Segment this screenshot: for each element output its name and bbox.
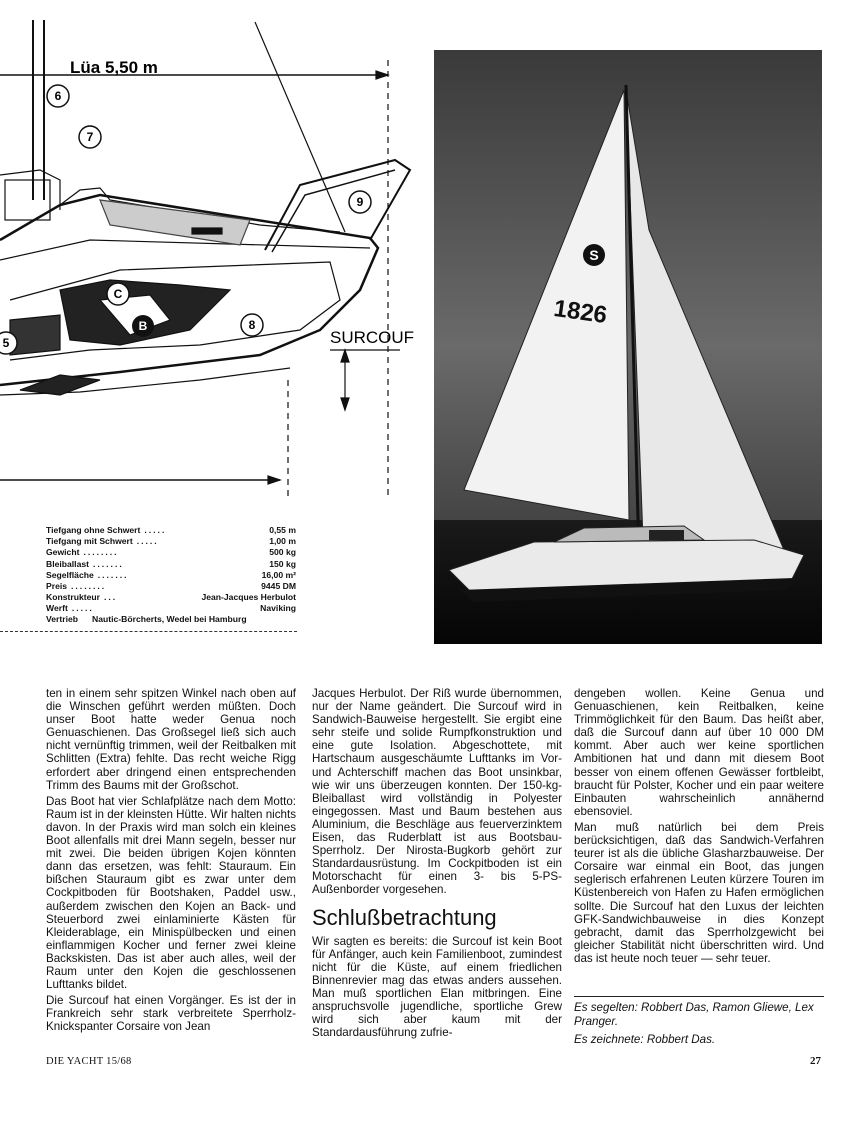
- spec-dots: .....: [71, 603, 94, 614]
- callout-5-label: 5: [2, 336, 10, 350]
- spec-value: Jean-Jacques Herbulot: [201, 592, 296, 603]
- spec-row: [46, 570, 296, 581]
- length-label: Lüa 5,50 m: [70, 58, 158, 77]
- spec-label-text: Werft: [46, 603, 68, 614]
- spec-value: 500 kg: [269, 547, 296, 558]
- spec-label-text: Gewicht: [46, 547, 80, 558]
- paragraph: Man muß natürlich bei dem Preis berücksichtigen, daß das Sandwich-Verfahren teurer ist als die übliche Glasharzbauweise. Der Corsaire war einmal ein Boot, das jungen seglerisch erfahrenen Leuten kürzere Touren im Küstenbereich von Hafen zu Hafen ermöglichen sollte. Die Surcouf hat den Luxus der leichten GFK-Sandwichbauweise in dies Konzept gebracht, damit das Sperrholzgewicht bei gleicher Stabilität nicht überschritten wird. Und das ist heute noch teuer — sehr teuer.: [574, 820, 824, 965]
- spec-label: [46, 525, 166, 536]
- credits: [574, 1001, 824, 1051]
- magazine-footer: DIE YACHT 15/68: [46, 1056, 132, 1067]
- callout-9: [349, 191, 371, 213]
- spec-label-text: Tiefgang ohne Schwert: [46, 525, 141, 535]
- spec-value: 0,55 m: [269, 525, 296, 535]
- paragraph: ten in einem sehr spitzen Winkel nach oben auf die Winschen geführt werden müßten. Doch unser Boot hatte weder Genua noch Genuaschienen. Das Großsegel ließ sich auch nicht vernünftig trimmen, weil der Reitbalken mit Schlitten (Extra) fehlte. Das recht weiche Rigg erfordert aber dringend einen entsprechenden Trimm des Baums mit der Großschot.: [46, 687, 296, 792]
- spec-dots: ...: [103, 592, 118, 603]
- spec-dots: ........: [83, 547, 119, 558]
- boat-name-label: SURCOUF: [330, 328, 415, 347]
- paragraph: dengeben wollen. Keine Genua und Genuaschienen, kein Reitbalken, keine Trimmöglichkeit für den Baum. Das heißt aber, daß die Surcouf dann auf über 10 000 DM kommt. Aber auch wer keine sportlichen Ambitionen hat und dann mit diesem Boot besser von einem offenen Gewässer fortbleibt, braucht für Polster, Kocher und ein paar weitere Einbauten wahrscheinlich annähernd ebensoviel.: [574, 687, 824, 818]
- spec-row: [46, 559, 296, 570]
- spec-label: [46, 536, 159, 547]
- spec-value: 16,00 m²: [261, 569, 296, 580]
- paragraph: Die Surcouf hat einen Vorgänger. Es ist der in Frankreich sehr stark verbreitete Sperrholz-Knickspanter Corsaire von Jean: [46, 994, 296, 1034]
- spec-label-text: Segelfläche: [46, 569, 94, 580]
- sail-logo: S: [589, 247, 599, 263]
- page-number: 27: [810, 1055, 821, 1067]
- spec-dots: .....: [136, 536, 159, 547]
- callout-5: [0, 332, 17, 354]
- spec-label: [46, 603, 94, 614]
- paragraph: Das Boot hat vier Schlafplätze nach dem Motto: Raum ist in der kleinsten Hütte. Wir halten nichts davon. In der Praxis wird man solch ein kleines Boot allenfalls mit drei Mann segeln, besser nur mit zwei. Die beiden übrigen Kojen könnten dann das ersetzen, was fehlt: Stauraum. Ein bißchen Stauraum gibt es zwar unter dem Cockpitboden für Bootshaken, Paddel usw., außerdem zwischen den Kojen an Back- und Steuerbord zwei einlaminierte Kästen für Kleiderablage, ein Minispülbecken und einen einflammigen Kocher und ferner zwei kleine Backskisten. Das ist aber auch alles, weil der Raum unter den Kojen die geschlossenen Lufttanks bildet.: [46, 794, 297, 992]
- spec-value: 9445 DM: [261, 581, 296, 592]
- callout-c: [107, 283, 129, 305]
- spec-dots: .......: [93, 558, 124, 569]
- callout-7: [79, 126, 101, 148]
- spec-value: 1,00 m: [269, 536, 296, 547]
- callout-b: [132, 315, 154, 337]
- sailboat-photo: [434, 50, 822, 644]
- spec-row: [46, 603, 296, 614]
- spec-value: 150 kg: [269, 558, 296, 569]
- credit-line: Es zeichnete: Robbert Das.: [574, 1033, 716, 1046]
- credit-line: Es segelten: Robbert Das, Ramon Gliewe, Lex Pranger.: [574, 1001, 814, 1028]
- spec-label: [46, 570, 128, 581]
- text-column-3: [574, 687, 824, 968]
- spec-label-text: Konstrukteur: [46, 592, 100, 603]
- callout-7-label: 7: [86, 130, 94, 144]
- spec-row: [46, 581, 296, 592]
- spec-dots: .......: [97, 569, 129, 580]
- distribution-value: Nautic-Börcherts, Wedel bei Hamburg: [92, 614, 247, 624]
- spec-dots: .....: [144, 525, 167, 535]
- spec-label-text: Bleiballast: [46, 558, 89, 569]
- callout-6-label: 6: [54, 89, 62, 103]
- callout-8-label: 8: [248, 318, 256, 332]
- spec-label-text: Tiefgang mit Schwert: [46, 536, 133, 547]
- spec-label: [46, 559, 124, 570]
- distribution-label: Vertrieb: [46, 614, 79, 624]
- spec-label: [46, 547, 119, 558]
- spec-table: [46, 525, 296, 615]
- spec-label: [46, 592, 117, 603]
- text-column-2: [312, 687, 562, 1042]
- paragraph: Wir sagten es bereits: die Surcouf ist kein Boot für Anfänger, auch kein Familienboot, zumindest nicht für die Küste, auf einem friedlichen Binnenrevier mag das etwas anders aussehen. Man muß sportlichen Elan mitbringen. Eine anspruchsvolle jugendliche, sportliche Grew wird sich aber kaum mit der Standardausführung zufrie-: [312, 934, 562, 1040]
- callout-b-label: B: [138, 319, 148, 333]
- spec-value: Naviking: [260, 603, 296, 614]
- sail-number: 1826: [552, 294, 609, 330]
- callout-6: [47, 85, 69, 107]
- spec-row: [46, 592, 296, 603]
- callout-8: [241, 314, 263, 336]
- spec-row: [46, 536, 296, 547]
- boat-cutaway-drawing: [0, 0, 425, 505]
- text-column-1: [46, 687, 296, 1036]
- spec-row: [46, 547, 296, 558]
- spec-label: [46, 581, 106, 592]
- callout-9-label: 9: [356, 195, 364, 209]
- paragraph: Jacques Herbulot. Der Riß wurde übernommen, nur der Name geändert. Die Surcouf wird in Sandwich-Bauweise hergestellt. Sie ergibt eine sehr steife und solide Rumpfkonstruktion und eine gute Isolation. Abgeschottete, mit Hartschaum ausgeschäumte Lufttanks im Vor- und Achterschiff machen das Boot unsinkbar, wie wir uns überzeugen konnten. Der 150-kg-Bleiballast wird vollständig in Polyester eingegossen. Mast und Baum bestehen aus Aluminium, die Beschläge aus feuerverzinktem Eisen, das Ruderblatt ist aus Bootsbau-Sperrholz. Der Nirosta-Bugkorb gehört zur Standardausrüstung. Im Cockpitboden ist ein Motorschacht für einen 3- bis 5-PS-Außenborder vorgesehen.: [312, 687, 562, 897]
- spec-label-text: Preis: [46, 581, 68, 592]
- spec-dots: ........: [71, 581, 107, 592]
- separator-rule: [0, 631, 297, 632]
- distribution-row: [46, 614, 296, 624]
- spec-row: [46, 525, 296, 536]
- section-heading: Schlußbetrachtung: [312, 904, 497, 930]
- credits-rule: [574, 996, 824, 997]
- callout-c-label: C: [113, 287, 123, 301]
